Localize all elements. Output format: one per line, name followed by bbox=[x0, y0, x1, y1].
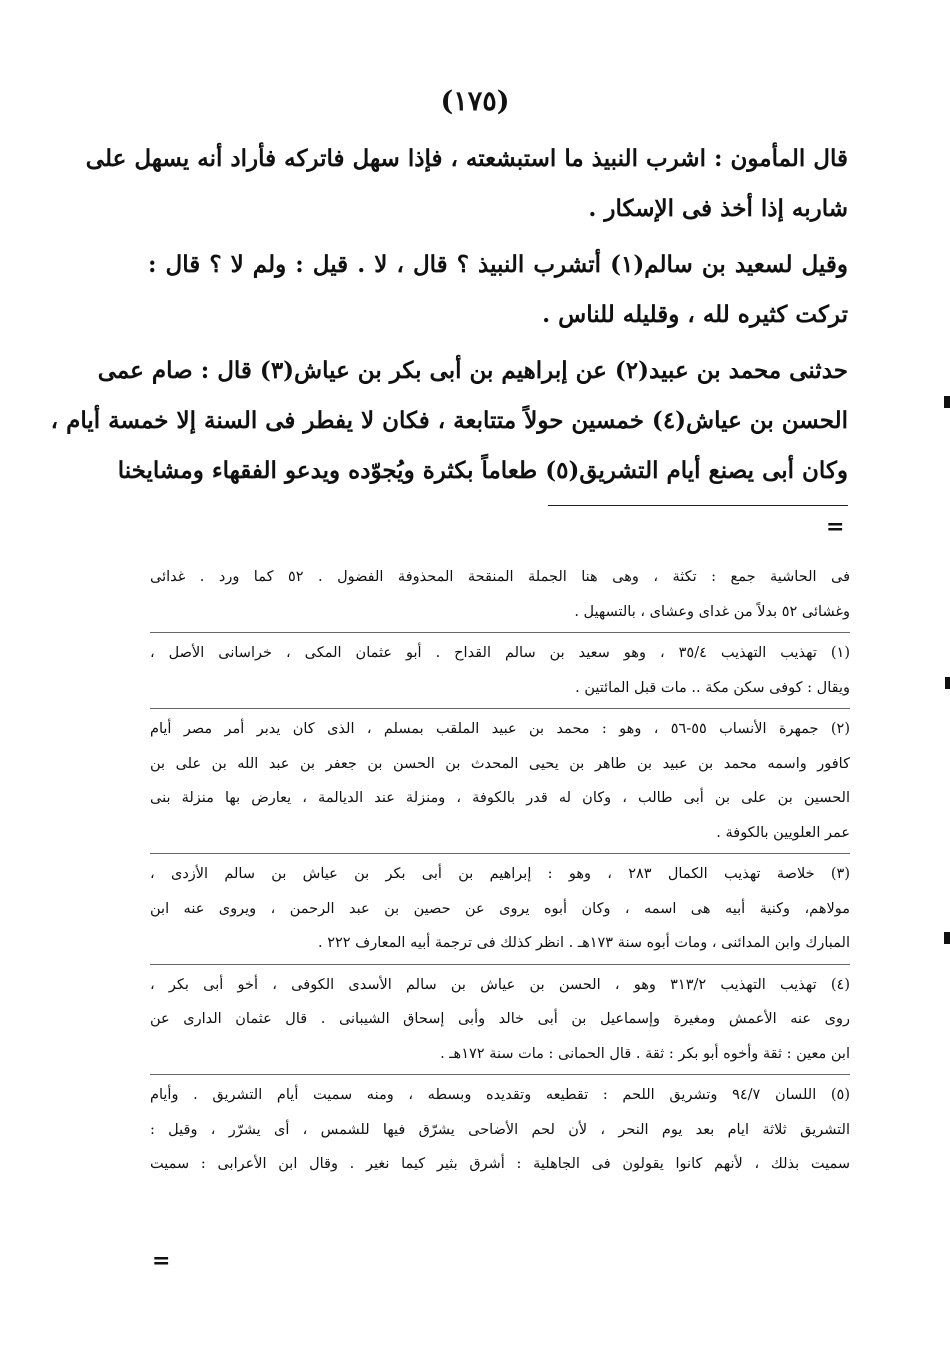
footnote-divider bbox=[150, 632, 850, 633]
footnote bbox=[150, 1078, 850, 1182]
footnote-line: (١) تهذيب التهذيب ٣٥/٤ ، وهو سعيد بن سالم القداح . أبو عثمان المكى ، خراسانى الأصل ، bbox=[150, 645, 850, 661]
main-text bbox=[50, 134, 848, 502]
footnote-line: ابن معين : ثقة وأخوه أبو بكر : ثقة . قال الحمانى : مات سنة ١٧٢هـ . bbox=[440, 1045, 850, 1062]
page-number: (١٧٥) bbox=[440, 86, 510, 117]
footnote-divider bbox=[150, 1074, 850, 1075]
continuation-mark: = bbox=[826, 514, 845, 540]
footnote-line: كافور واسمه محمد بن عبيد بن طاهر بن يحيى المحدث بن الحسن بن جعفر بن عبد الله بن على بن bbox=[150, 755, 850, 772]
text-line: حدثنى محمد بن عبيد(٢) عن إبراهيم بن أبى بكر بن عياش(٣) قال : صام عمى bbox=[97, 357, 848, 384]
footnote-divider bbox=[150, 964, 850, 965]
continuation-mark: = bbox=[152, 1248, 171, 1274]
footnote bbox=[150, 712, 850, 850]
margin-mark bbox=[944, 932, 950, 944]
footnote bbox=[150, 560, 850, 629]
footnote-line: المبارك وابن المدائنى ، ومات أبوه سنة ١٧٣هـ . انظر كذلك فى ترجمة أبيه المعارف ٢٢٢ . bbox=[317, 935, 850, 951]
margin-mark bbox=[945, 677, 950, 689]
footnote-divider bbox=[150, 853, 850, 854]
footnote-line: عمر العلويين بالكوفة . bbox=[716, 824, 850, 841]
footnote-line: مولاهم، وكنية أبيه هى اسمه ، وكان أبوه يروى عن حصين بن عبد الرحمن ، ويروى عنه ابن bbox=[150, 900, 850, 917]
footnote-separator-rule bbox=[548, 505, 848, 506]
text-line: قال المأمون : اشرب النبيذ ما استبشعته ، فإذا سهل فاتركه فأراد أنه يسهل على bbox=[85, 145, 848, 172]
footnote bbox=[150, 857, 850, 961]
footnote-line: (٢) جمهرة الأنساب ٥٥-٥٦ ، وهو : محمد بن عبيد الملقب بمسلم ، الذى كان يدبر أمر مصر أيام bbox=[150, 721, 850, 737]
footnote-line: ويقال : كوفى سكن مكة .. مات قبل المائتين . bbox=[575, 679, 850, 696]
footnote-line: (٥) اللسان ٩٤/٧ وتشريق اللحم : تقطيعه وتقديده وبسطه ، ومنه سميت أيام التشريق . وأيام bbox=[150, 1087, 850, 1103]
main-paragraph bbox=[148, 240, 848, 340]
text-line: الحسن بن عياش(٤) خمسين حولاً متتابعة ، فكان لا يفطر فى السنة إلا خمسة أيام ، bbox=[50, 407, 848, 434]
text-line: تركت كثيره لله ، وقليله للناس . bbox=[542, 301, 848, 328]
main-paragraph bbox=[50, 346, 848, 496]
footnote bbox=[150, 968, 850, 1072]
footnote-line: روى عنه الأعمش ومغيرة وإسماعيل بن أبى خالد وأبى إسحاق الشيبانى . قال عثمان الدارى عن bbox=[150, 1011, 850, 1027]
main-paragraph bbox=[85, 134, 848, 234]
text-line: وقيل لسعيد بن سالم(١) أتشرب النبيذ ؟ قال ، لا . قيل : ولم لا ؟ قال : bbox=[148, 251, 848, 278]
footnote-divider bbox=[150, 708, 850, 709]
footnote-line: فى الحاشية جمع : تكثة ، وهى هنا الجملة المنقحة المحذوفة الفضول . ٥٢ كما ورد . غدائى bbox=[150, 569, 851, 585]
footnotes bbox=[150, 560, 850, 1185]
footnote-line: الحسين بن على بن أبى طالب ، وكان له قدر بالكوفة ، ومنزلة عند الديالمة ، يعارض بها منزلة بنى bbox=[150, 790, 850, 806]
text-line: وكان أبى يصنع أيام التشريق(٥) طعاماً بكثرة ويُجوّده ويدعو الفقهاء ومشايخنا bbox=[117, 457, 848, 484]
footnote bbox=[150, 636, 850, 705]
footnote-line: (٣) خلاصة تهذيب الكمال ٢٨٣ ، وهو : إبراهيم بن أبى بكر بن عياش بن سالم الأزدى ، bbox=[150, 866, 850, 882]
footnote-line: سميت بذلك ، لأنهم كانوا يقولون فى الجاهلية : أشرق بثير كيما نغير . وقال ابن الأعرابى : سميت bbox=[150, 1156, 850, 1172]
footnote-line: التشريق ثلاثة ايام بعد يوم النحر ، لأن لحم الأضاحى يشرّق فيها للشمس ، أى يشرّر ، وقيل : bbox=[150, 1121, 850, 1138]
footnote-line: (٤) تهذيب التهذيب ٣١٣/٢ وهو ، الحسن بن عياش بن سالم الأسدى الكوفى ، أخو أبى بكر ، bbox=[150, 976, 850, 993]
text-line: شاربه إذا أخذ فى الإسكار . bbox=[588, 195, 848, 222]
footnote-line: وغشائى ٥٢ بدلاً من غداى وعشاى ، بالتسهيل . bbox=[574, 603, 850, 620]
margin-mark bbox=[944, 396, 950, 408]
